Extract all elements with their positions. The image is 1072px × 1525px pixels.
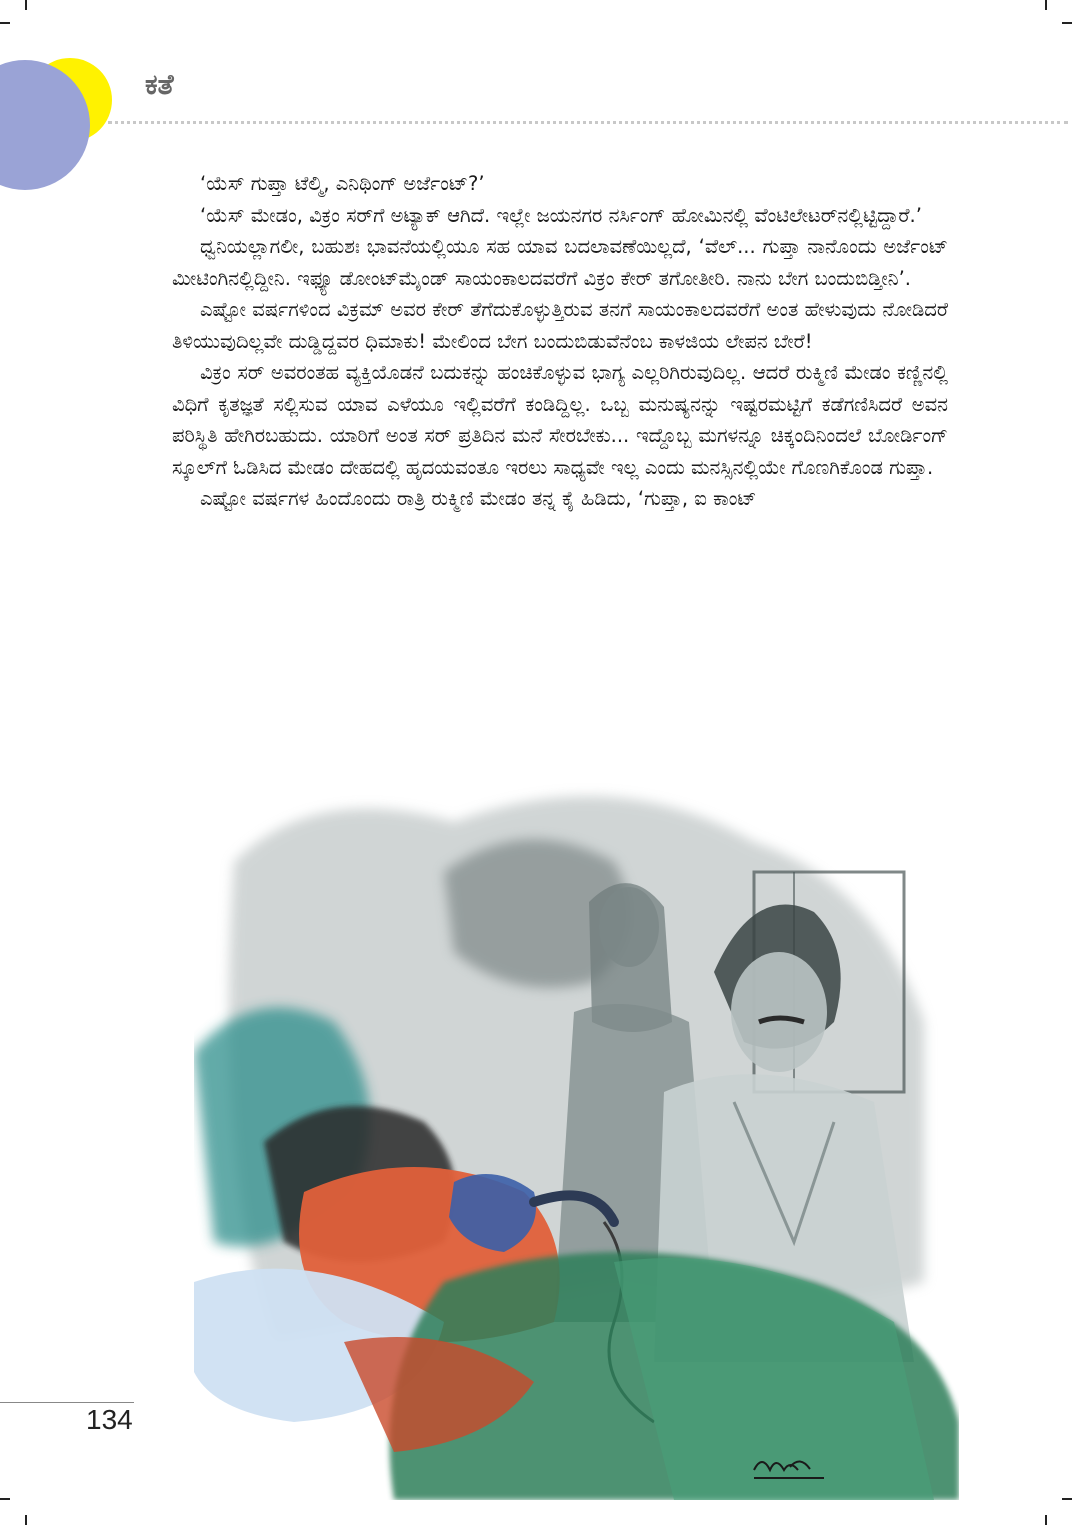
crop-mark	[25, 1515, 27, 1525]
crop-mark	[1045, 1515, 1047, 1525]
crop-mark	[1045, 0, 1047, 10]
page-number: 134	[86, 1404, 133, 1435]
paragraph: ‘ಯೆಸ್ ಮೇಡಂ, ವಿಕ್ರಂ ಸರ್‌ಗೆ ಅಟ್ಯಾಕ್ ಆಗಿದೆ. ಇಲ್ಲೇ ಜಯನಗರ ನರ್ಸಿಂಗ್ ಹೋಮಿನಲ್ಲಿ ವೆಂಟಿಲೇಟರ್‌ನಲ್ಲಿಟ್ಟಿದ್ದಾರೆ.’	[200, 203, 922, 227]
paragraph: ಧ್ವನಿಯಲ್ಲಾಗಲೀ, ಬಹುಶಃ ಭಾವನೆಯಲ್ಲಿಯೂ ಸಹ ಯಾವ ಬದಲಾವಣೆಯಿಲ್ಲದೆ, ‘ವೆಲ್... ಗುಪ್ತಾ ನಾನೊಂದು ಅರ್ಜೆಂಟ್ ಮೀಟಿಂಗಿನಲ್ಲಿದ್ದೀನಿ. ಇಫ್ಯೂ ಡೋಂಟ್‌ಮೈಂಡ್ ಸಾಯಂಕಾಲದವರೆಗೆ ವಿಕ್ರಂ ಕೇರ್ ತಗೋತೀರಿ. ನಾನು ಬೇಗ ಬಂದುಬಿಡ್ತೀನಿ’.	[172, 235, 948, 290]
paragraph: ಎಷ್ಟೋ ವರ್ಷಗಳಿಂದ ವಿಕ್ರಮ್ ಅವರ ಕೇರ್ ತೆಗೆದುಕೊಳ್ಳುತ್ತಿರುವ ತನಗೆ ಸಾಯಂಕಾಲದವರೆಗೆ ಅಂತ ಹೇಳುವುದು ನೋಡಿದರೆ ತಿಳಿಯುವುದಿಲ್ಲವೇ ದುಡ್ಡಿದ್ದವರ ಧಿಮಾಕು! ಮೇಲಿಂದ ಬೇಗ ಬಂದುಬಿಡುವೆನೆಂಬ ಕಾಳಜಿಯ ಲೇಪನ ಬೇರೆ!	[172, 298, 948, 353]
paragraph: ‘ಯೆಸ್ ಗುಪ್ತಾ ಟೆಲ್ಮಿ, ಎನಿಥಿಂಗ್ ಅರ್ಜೆಂಟ್?’	[200, 172, 485, 195]
header-divider	[108, 121, 1068, 124]
page-number-rule	[0, 1402, 134, 1403]
story-illustration	[194, 722, 959, 1500]
paragraph: ಎಷ್ಟೋ ವರ್ಷಗಳ ಹಿಂದೊಂದು ರಾತ್ರಿ ರುಕ್ಮಿಣಿ ಮೇಡಂ ತನ್ನ ಕೈ ಹಿಡಿದು, ‘ಗುಪ್ತಾ, ಐ ಕಾಂಟ್	[200, 487, 757, 510]
paragraph: ವಿಕ್ರಂ ಸರ್ ಅವರಂತಹ ವ್ಯಕ್ತಿಯೊಡನೆ ಬದುಕನ್ನು ಹಂಚಿಕೊಳ್ಳುವ ಭಾಗ್ಯ ಎಲ್ಲರಿಗಿರುವುದಿಲ್ಲ. ಆದರೆ ರುಕ್ಮಿಣಿ ಮೇಡಂ ಕಣ್ಣಿನಲ್ಲಿ ವಿಧಿಗೆ ಕೃತಜ್ಞತೆ ಸಲ್ಲಿಸುವ ಯಾವ ಎಳೆಯೂ ಇಲ್ಲಿವರೆಗೆ ಕಂಡಿದ್ದಿಲ್ಲ. ಒಬ್ಬ ಮನುಷ್ಯನನ್ನು ಇಷ್ಟರಮಟ್ಟಿಗೆ ಕಡೆಗಣಿಸಿದರೆ ಅವನ ಪರಿಸ್ಥಿತಿ ಹೇಗಿರಬಹುದು. ಯಾರಿಗೆ ಅಂತ ಸರ್ ಪ್ರತಿದಿನ ಮನೆ ಸೇರಬೇಕು... ಇದ್ದೊಬ್ಬ ಮಗಳನ್ನೂ ಚಿಕ್ಕಂದಿನಿಂದಲೆ ಬೋರ್ಡಿಂಗ್ ಸ್ಕೂಲ್‌ಗೆ ಓಡಿಸಿದ ಮೇಡಂ ದೇಹದಲ್ಲಿ ಹೃದಯವಂತೂ ಇರಲು ಸಾಧ್ಯವೇ ಇಲ್ಲ ಎಂದು ಮನಸ್ಸಿನಲ್ಲಿಯೇ ಗೊಣಗಿಕೊಂಡ ಗುಪ್ತಾ.	[172, 361, 948, 479]
crop-mark	[1062, 22, 1072, 24]
crop-mark	[25, 0, 27, 10]
crop-mark	[0, 1498, 10, 1500]
story-text	[172, 168, 948, 515]
crop-mark	[1062, 1498, 1072, 1500]
section-title: ಕತೆ	[145, 68, 174, 101]
crop-mark	[0, 22, 10, 24]
